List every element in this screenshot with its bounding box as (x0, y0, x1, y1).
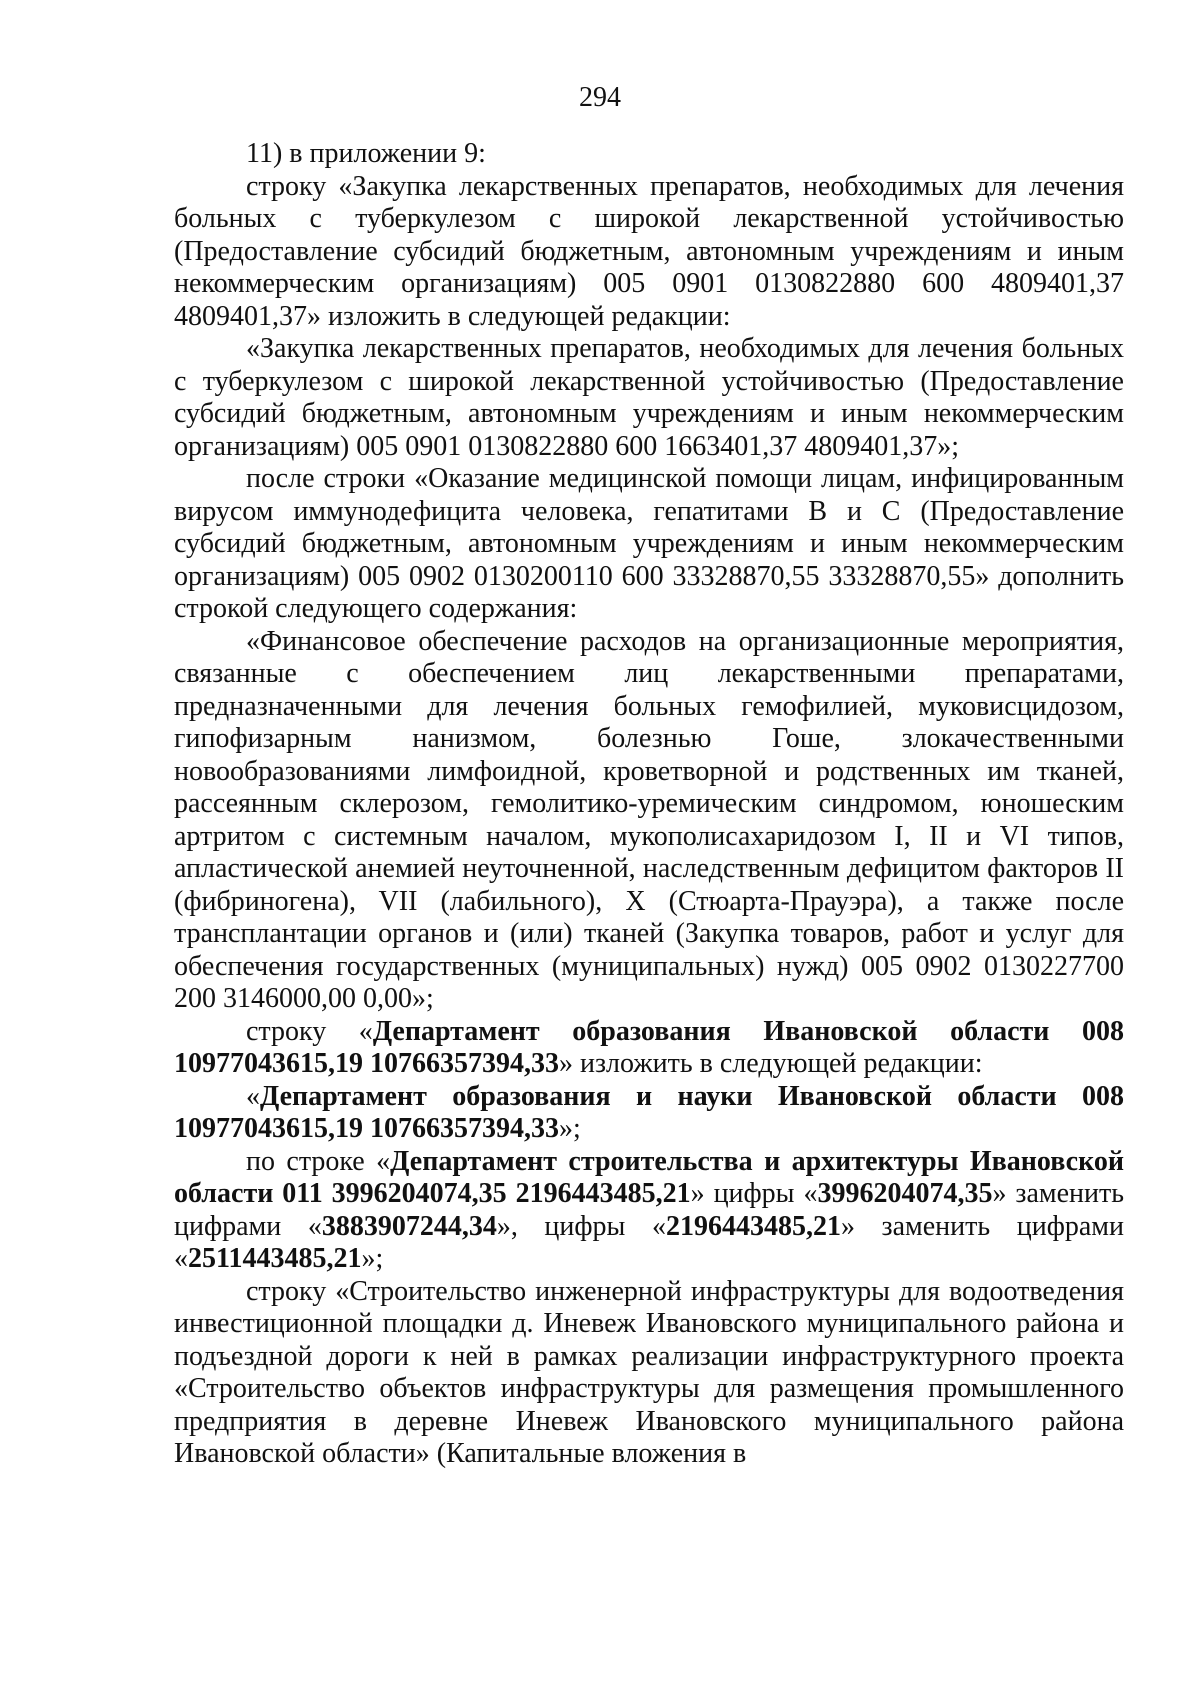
paragraph-old-line-tuberculosis: строку «Закупка лекарственных препаратов, необходимых для лечения больных с туберкулезом с широкой лекарственной устойчивостью (Предоставление субсидий бюджетным, автономным учреждениям и иным некоммерческим организациям) 005 0901 0130822880 600 4809401,37 4809401,37» изложить в следующей редакции: (174, 170, 1124, 332)
bold-fragment: 3996204074,35 (817, 1178, 993, 1209)
text-fragment: », цифры « (496, 1210, 666, 1242)
bold-fragment: 2511443485,21 (188, 1243, 362, 1274)
bold-fragment: Департамент образования Ивановской области 008 10977043615,19 10766357394,33 (174, 1015, 1124, 1079)
paragraph-appendix-heading: 11) в приложении 9: (246, 138, 486, 169)
text-fragment: » заменить цифрами « (174, 1178, 1125, 1242)
bold-fragment: 2196443485,21 (665, 1210, 841, 1242)
text-fragment: » заменить цифрами « (174, 1210, 1124, 1274)
paragraph-new-line-tuberculosis: «Закупка лекарственных препаратов, необходимых для лечения больных с туберкулезом с широкой лекарственной устойчивостью (Предоставление субсидий бюджетным, автономным учреждениям и иным некоммерческим организациям) 005 0901 0130822880 600 1663401,37 4809401,37»; (174, 333, 1124, 462)
text-fragment: по строке « (246, 1145, 391, 1177)
page-number: 294 (579, 82, 621, 113)
document-body (174, 138, 1124, 1471)
text-fragment: »; (559, 1113, 581, 1144)
paragraph-education-department-new (174, 1081, 1124, 1146)
text-fragment: » изложить в следующей редакции: (559, 1048, 983, 1079)
paragraph-new-financing-line: «Финансовое обеспечение расходов на организационные мероприятия, связанные с обеспечением лиц лекарственными препаратами, предназначенными для лечения больных гемофилией, муковисцидозом, гипофизарным нанизмом, болезнью Гоше, злокачественными новообразованиями лимфоидной, кроветворной и родственных им тканей, рассеянным склерозом, гемолитико-уремическим синдромом, юношеским артритом с системным началом, мукополисахаридозом I, II и VI типов, апластической анемией неуточненной, наследственным дефицитом факторов II (фибриногена), VII (лабильного), X (Стюарта-Прауэра), а также после трансплантации органов и (или) тканей (Закупка товаров, работ и услуг для обеспечения государственных (муниципальных) нужд) 005 0902 0130227700 200 3146000,00 0,00»; (174, 625, 1124, 1014)
text-fragment: строку « (246, 1015, 373, 1047)
paragraph-construction-department (174, 1146, 1124, 1276)
paragraph-education-department-old (174, 1016, 1124, 1081)
paragraph-after-hiv-line: после строки «Оказание медицинской помощи лицам, инфицированным вирусом иммунодефицита человека, гепатитами B и C (Предоставление субсидий бюджетным, автономным учреждениям и иным некоммерческим организациям) 005 0902 0130200110 600 33328870,55 33328870,55» дополнить строкой следующего содержания: (174, 463, 1124, 624)
paragraph-infrastructure-line: строку «Строительство инженерной инфраструктуры для водоотведения инвестиционной площадки д. Иневеж Ивановского муниципального района и подъездной дороги к ней в рамках реализации инфраструктурного проекта «Строительство объектов инфраструктуры для размещения промышленного предприятия в деревне Иневеж Ивановского муниципального района Ивановской области» (Капитальные вложения в (174, 1275, 1124, 1469)
text-fragment: » цифры « (690, 1178, 818, 1209)
bold-fragment: Департамент строительства и архитектуры Ивановской области 011 3996204074,35 2196443485,21 (174, 1145, 1124, 1209)
text-fragment: »; (361, 1243, 384, 1274)
bold-fragment: Департамент образования и науки Ивановской области 008 10977043615,19 10766357394,33 (174, 1080, 1124, 1144)
text-fragment: « (246, 1080, 260, 1112)
bold-fragment: 3883907244,34 (321, 1210, 497, 1242)
